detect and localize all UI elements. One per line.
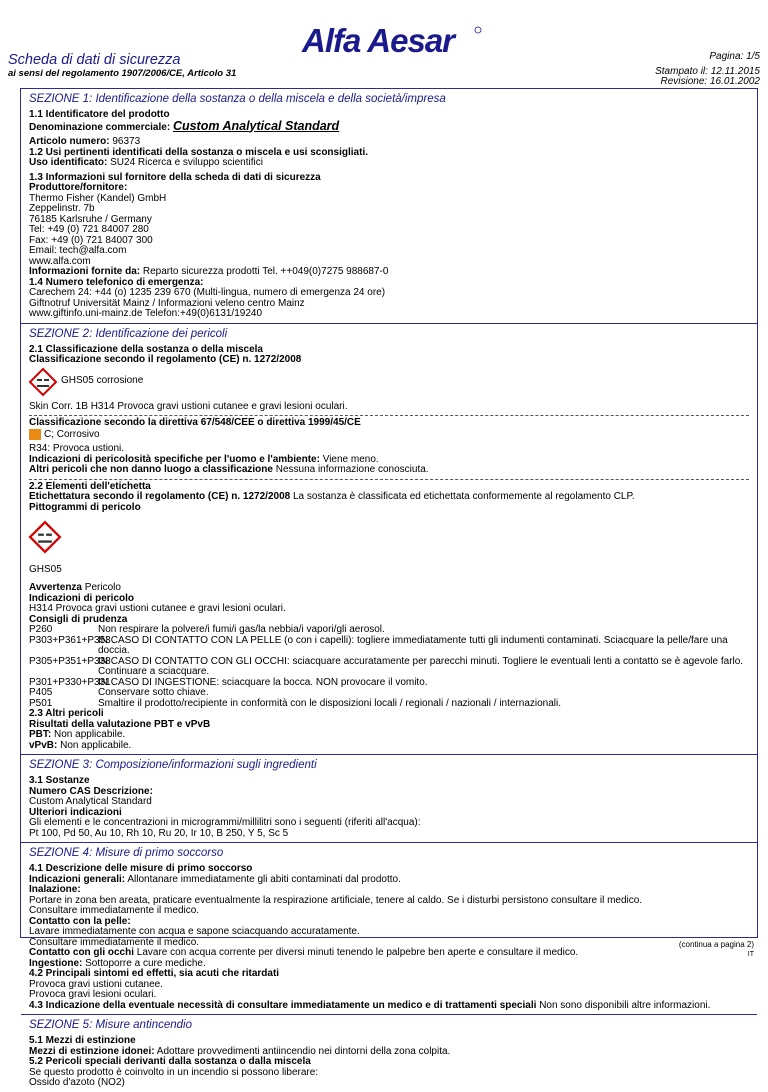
signal-word-label: Avvertenza (29, 582, 82, 594)
vpvb-row (29, 741, 749, 752)
trade-name-value: Custom Analytical Standard (172, 118, 340, 133)
label-regulation-value: La sostanza è classificata ed etichettata conformemente al regolamento CLP. (292, 491, 635, 503)
skin-contact-line: Consultare immediatamente il medico. (29, 936, 200, 948)
heading-1-3: 1.3 Informazioni sul fornitore della scheda di dati di sicurezza (29, 171, 321, 183)
dashed-divider (29, 479, 749, 480)
eye-contact-value: Lavare con acqua corrente per diversi minuti tenendo le palpebre ben aperte e consultare il medico. (136, 947, 579, 959)
supplier-line: Thermo Fisher (Kandel) GmbH (29, 192, 167, 204)
emergency-line: Carechem 24: +44 (o) 1235 239 670 (Multi-lingua, numero di emergenza 24 ore) (29, 287, 386, 298)
heading-1-1: 1.1 Identificatore del prodotto (29, 109, 170, 120)
p-text: IN CASO DI CONTATTO CON LA PELLE (o con i capelli): togliere immediatamente tutti gli indumenti contaminati. Sciacquare la pelle/fare una doccia. (98, 634, 728, 657)
producer-label: Produttore/fornitore: (29, 182, 128, 193)
skin-corr-classification: Skin Corr. 1B H314 Provoca gravi ustioni cutanee e gravi lesioni oculari. (29, 400, 348, 412)
section-5-title: SEZIONE 5: Misure antincendio (29, 1019, 192, 1032)
continue-note: (continua a pagina 2) (678, 940, 754, 949)
h314-statement: H314 Provoca gravi ustioni cutanee e gravi lesioni oculari. (29, 603, 286, 615)
symptom-line: Provoca gravi ustioni cutanee. (29, 978, 163, 990)
corrosion-pictogram-icon (29, 368, 57, 396)
heading-2-2: 2.2 Elementi dell'etichetta (29, 480, 151, 492)
heading-4-3-value: Non sono disponibili altre informazioni. (539, 999, 711, 1011)
info-row (29, 267, 749, 278)
section-3-title: SEZIONE 3: Composizione/informazioni sugli ingredienti (29, 759, 317, 772)
emergency-line: Giftnotruf Universität Mainz / Informazioni veleno centro Mainz (29, 297, 305, 309)
info-label: Informazioni fornite da: (29, 266, 141, 277)
p-code: P405 (29, 687, 53, 699)
p-text: Conservare sotto chiave. (98, 687, 209, 699)
fire-hazard-line: Ossido d'azoto (NO2) (29, 1077, 125, 1089)
corrosive-label: C; Corrosivo (44, 428, 100, 440)
section-2 (21, 324, 757, 756)
general-info-row (29, 875, 749, 886)
other-hazards-row (29, 465, 749, 476)
corrosive-symbol-icon (29, 429, 41, 440)
extinguishing-value: Adottare provvedimenti antiincendio nei dintorni della zona colpita. (156, 1045, 451, 1057)
symptom-line: Provoca gravi lesioni oculari. (29, 989, 157, 1001)
pbt-value: Non applicabile. (54, 729, 126, 741)
page-number: Pagina: 1/5 (709, 51, 760, 62)
precautionary-table (29, 625, 749, 709)
pbt-label: PBT: (29, 729, 52, 741)
section-3 (21, 755, 757, 843)
heading-5-1: 5.1 Mezzi di estinzione (29, 1035, 136, 1047)
r34-phrase: R34: Provoca ustioni. (29, 443, 125, 455)
skin-contact-label: Contatto con la pelle: (29, 915, 131, 927)
general-info-label: Indicazioni generali: (29, 873, 126, 885)
article-number-row (29, 137, 749, 148)
supplier-line: www.alfa.com (29, 255, 91, 267)
dashed-divider (29, 415, 749, 416)
emergency-line: www.giftinfo.uni-mainz.de Telefon:+49(0)6131/19240 (29, 308, 263, 319)
trade-name-row (29, 118, 749, 134)
section-4 (21, 843, 757, 1015)
identified-use-row (29, 158, 749, 169)
supplier-line: Email: tech@alfa.com (29, 245, 127, 256)
p-text: IN CASO DI CONTATTO CON GLI OCCHI: sciacquare accuratamente per parecchi minuti. Togliere le eventuali lenti a contatto se è agevole farlo. Continuare a sciacquare. (98, 655, 744, 678)
section-5 (21, 1015, 757, 1092)
language-code: IT (747, 951, 754, 958)
p-code: P501 (29, 697, 53, 709)
article-number-label: Articolo numero: (29, 136, 110, 147)
hazard-statements-heading: Indicazioni di pericolo (29, 592, 135, 604)
extinguishing-label: Mezzi di estinzione idonei: (29, 1045, 155, 1057)
revision-date: Revisione: 16.01.2002 (660, 76, 760, 87)
specific-hazards-value: Viene meno. (322, 453, 379, 465)
supplier-line: Tel: +49 (0) 721 84007 280 (29, 224, 149, 235)
heading-2-3: 2.3 Altri pericoli (29, 708, 104, 720)
heading-2-1-clp: Classificazione secondo il regolamento (CE) n. 1272/2008 (29, 354, 302, 365)
heading-4-3-row (29, 1001, 749, 1012)
signal-word-row (29, 583, 749, 594)
precautionary-heading: Consigli di prudenza (29, 613, 128, 625)
svg-text:Alfa Aesar: Alfa Aesar (302, 22, 455, 59)
document-subtitle: ai sensi del regolamento 1907/2006/CE, Articolo 31 (8, 68, 237, 79)
document-header-left (8, 52, 236, 79)
further-info-line: Pt 100, Pd 50, Au 10, Rh 10, Ru 20, Ir 10, B 250, Y 5, Sc 5 (29, 827, 289, 839)
inhalation-line: Portare in zona ben areata, praticare eventualmente la respirazione artificiale, tenere al caldo. Se i disturbi persistono consultare il medico. (29, 894, 643, 906)
print-date: Stampato il: 12.11.2015 (655, 65, 760, 77)
p-code: P303+P361+P353 (29, 634, 111, 646)
pbt-heading: Risultati della valutazione PBT e vPvB (29, 718, 211, 730)
vpvb-label: vPvB: (29, 739, 58, 751)
supplier-line: 76185 Karlsruhe / Germany (29, 213, 152, 225)
ingestion-value: Sottoporre a cure mediche. (85, 957, 206, 969)
cas-value: Custom Analytical Standard (29, 796, 152, 808)
heading-4-2: 4.2 Principali sintomi ed effetti, sia acuti che ritardati (29, 968, 280, 980)
corrosion-pictogram-icon (29, 521, 61, 553)
inhalation-line: Consultare immediatamente il medico. (29, 905, 200, 917)
other-hazards-label: Altri pericoli che non danno luogo a classificazione (29, 464, 273, 476)
alfa-aesar-logo (300, 22, 484, 58)
heading-4-3: 4.3 Indicazione della eventuale necessità di consultare immediatamente un medico e di trattamenti speciali (29, 999, 537, 1011)
supplier-line: Zeppelinstr. 7b (29, 203, 95, 214)
cas-label: Numero CAS Descrizione: (29, 785, 153, 797)
heading-2-1: 2.1 Classificazione della sostanza o della miscela (29, 343, 263, 355)
identified-use-label: Uso identificato: (29, 157, 108, 168)
section-2-title: SEZIONE 2: Identificazione dei pericoli (29, 327, 228, 340)
inhalation-label: Inalazione: (29, 884, 81, 896)
article-number-value: 96373 (112, 136, 141, 147)
eye-contact-label: Contatto con gli occhi (29, 947, 134, 959)
supplier-line: Fax: +49 (0) 721 84007 300 (29, 234, 153, 246)
document-title: Scheda di dati di sicurezza (8, 52, 181, 68)
heading-3-1: 3.1 Sostanze (29, 775, 90, 787)
p-text: IN CASO DI INGESTIONE: sciacquare la bocca. NON provocare il vomito. (98, 676, 428, 688)
heading-5-2: 5.2 Pericoli speciali derivanti dalla sostanza o dalla miscela (29, 1056, 311, 1068)
heading-1-2: 1.2 Usi pertinenti identificati della sostanza o miscela e usi sconsigliati. (29, 146, 368, 158)
section-1 (21, 89, 757, 324)
p-code: P301+P330+P331 (29, 676, 111, 688)
p-text: Non respirare la polvere/i fumi/i gas/la nebbia/i vapori/gli aerosol. (98, 624, 385, 636)
fire-hazard-line: Se questo prodotto è coinvolto in un incendio si possono liberare: (29, 1066, 319, 1078)
ingestion-label: Ingestione: (29, 957, 83, 969)
document-header-right (655, 52, 760, 88)
signal-word-value: Pericolo (84, 582, 121, 594)
ghs05-row (29, 368, 749, 396)
label-regulation-label: Etichettatura secondo il regolamento (CE) n. 1272/2008 (29, 491, 291, 503)
further-info-line: Gli elementi e le concentrazioni in microgrammi/millilitri sono i seguenti (riferiti all'acqua): (29, 817, 421, 829)
info-value: Reparto sicurezza prodotti Tel. ++049(0)7275 988687-0 (142, 266, 389, 277)
pbt-row (29, 730, 749, 741)
old-directive-heading: Classificazione secondo la direttiva 67/548/CEE o direttiva 1999/45/CE (29, 417, 361, 428)
other-hazards-value: Nessuna informazione conosciuta. (275, 464, 429, 476)
p-code: P305+P351+P338 (29, 655, 111, 667)
heading-4-1: 4.1 Descrizione delle misure di primo soccorso (29, 863, 253, 875)
ghs05-label: GHS05 corrosione (61, 375, 144, 387)
heading-1-4: 1.4 Numero telefonico di emergenza: (29, 276, 204, 288)
p-text: Smaltire il prodotto/recipiente in conformità con le disposizioni locali / regionali / nazionali / internazionali. (98, 697, 562, 709)
ghs05-caption: GHS05 (29, 563, 62, 575)
p-code: P260 (29, 624, 53, 636)
section-1-title: SEZIONE 1: Identificazione della sostanza o della miscela e della società/impresa (29, 93, 446, 105)
section-4-title: SEZIONE 4: Misure di primo soccorso (29, 847, 224, 860)
general-info-value: Allontanare immediatamente gli abiti contaminati dal prodotto. (127, 873, 401, 885)
pictograms-heading: Pittogrammi di pericolo (29, 501, 141, 513)
trade-name-label: Denominazione commerciale: (29, 121, 171, 133)
further-info-heading: Ulteriori indicazioni (29, 806, 122, 818)
specific-hazards-label: Indicazioni di pericolosità specifiche per l'uomo e l'ambiente: (29, 453, 320, 465)
skin-contact-line: Lavare immediatamente con acqua e sapone sciacquando accuratamente. (29, 926, 360, 938)
corrosive-row (29, 429, 749, 441)
identified-use-value: SU24 Ricerca e sviluppo scientifici (110, 157, 263, 168)
vpvb-value: Non applicabile. (60, 739, 132, 751)
